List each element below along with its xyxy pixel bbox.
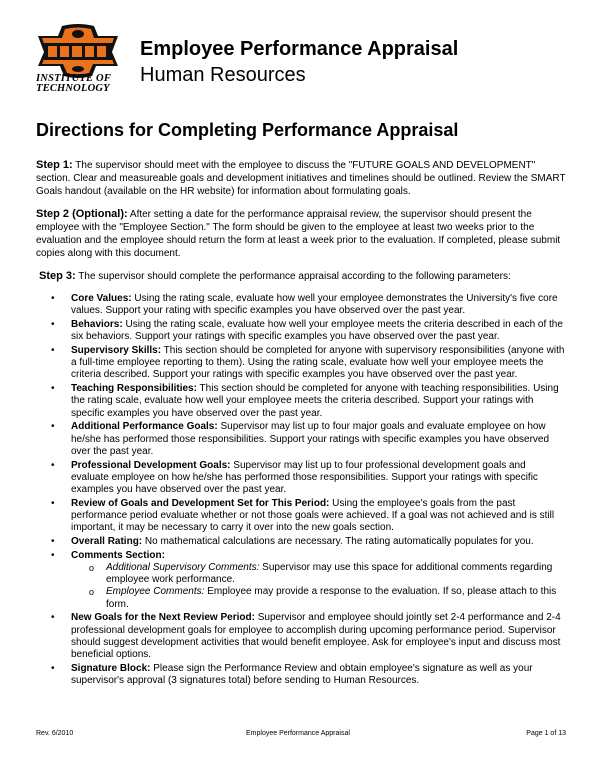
step-1-paragraph xyxy=(36,159,566,198)
bullet-icon: • xyxy=(51,497,55,509)
step-2-text: After setting a date for the performance appraisal review, the supervisor should present the employee with the "Employee Section." The form should be given to the employee at least two weeks prior to the evaluation and the employee should return the form at least a week prior to the evaluation. If completed, please submit copies along with this document. xyxy=(36,209,561,259)
param-term: Behaviors: xyxy=(71,319,123,330)
bullet-icon: • xyxy=(51,662,55,674)
step-3-text: The supervisor should complete the performance appraisal according to the following parameters: xyxy=(75,271,511,282)
parameters-list xyxy=(36,293,566,687)
list-item xyxy=(36,498,566,535)
sub-text: Employee may provide a response to the evaluation. If so, please attach to this form. xyxy=(106,586,557,610)
param-term: Teaching Responsibilities: xyxy=(71,383,197,395)
bullet-icon: • xyxy=(51,293,55,304)
bullet-icon: • xyxy=(51,536,55,548)
bullet-icon: • xyxy=(51,612,55,624)
bullet-icon: • xyxy=(51,345,55,356)
param-text: This section should be completed for anyone with supervisory responsibilities (anyone with a full-time employee reporting to them). Using the rating scale, evaluate how well your employee meets the criteria described. Support your ratings with specific examples you have observed over the past year. xyxy=(71,345,565,381)
param-text: Please sign the Performance Review and obtain employee's signature as well as your supervisor's approval (3 signatures total) before sending to Human Resources. xyxy=(71,662,533,687)
document-content xyxy=(36,120,566,689)
param-text: This section should be completed for anyone with teaching responsibilities. Using the rating scale, evaluate how well your employee meets the criteria described. Support your ratings with specific examples you have observed over the past year. xyxy=(71,383,559,419)
param-term: Professional Development Goals: xyxy=(71,459,231,471)
circle-bullet-icon: o xyxy=(89,563,95,574)
step-3-label: Step 3: xyxy=(39,270,76,282)
document-subtitle: Human Resources xyxy=(140,64,306,86)
list-item xyxy=(36,612,566,661)
param-text: Supervisor may list up to four major goals and evaluate employee on how he/she has performed those responsibilities. Support your ratings with specific examples you have observed over the past year. xyxy=(71,421,550,457)
param-text: Supervisor and employee should jointly set 2-4 performance and 2-4 professional development goals for employee to accomplish during upcoming performance period. Supervisor should suggest development activities that would benefit employee. Ask for employee's input and discuss most beneficial options. xyxy=(71,612,561,661)
param-text: Using the rating scale, evaluate how well your employee meets the criteria described in each of the six behaviors. Support your ratings with specific examples you have observed over the past year. xyxy=(71,319,563,343)
logo-text-line2: TECHNOLOGY xyxy=(36,83,110,94)
logo-text-line1: INSTITUTE OF xyxy=(36,73,112,84)
list-item xyxy=(36,536,566,548)
sub-term: Employee Comments: xyxy=(106,586,205,598)
footer-doc-title: Employee Performance Appraisal xyxy=(246,730,350,737)
list-item xyxy=(36,319,566,343)
circle-bullet-icon: o xyxy=(89,587,95,598)
step-3-paragraph xyxy=(39,270,566,283)
step-2-label: Step 2 (Optional): xyxy=(36,208,128,220)
step-1-text: The supervisor should meet with the employee to discuss the "FUTURE GOALS AND DEVELOPMENT" section. Clear and measureable goals and development initiatives and timelines should be outlined. Review the SMART Goals handout (available on the HR website) for information about formulating goals. xyxy=(36,160,566,197)
param-term: Overall Rating: xyxy=(71,536,143,548)
param-text: Using the employee's goals from the past performance period evaluate whether or not those goals were achieved. If a goal was not achieved and is still important, it may be necessary to carry it over into the new goals section. xyxy=(71,497,555,534)
list-item xyxy=(36,663,566,687)
list-item xyxy=(36,345,566,382)
bullet-icon: • xyxy=(51,319,55,330)
param-term: Comments Section: xyxy=(71,549,165,561)
step-1-label: Step 1: xyxy=(36,159,73,171)
bullet-icon: • xyxy=(51,421,55,433)
param-term: Core Values: xyxy=(71,293,132,304)
param-term: Supervisory Skills: xyxy=(71,345,162,356)
comments-sub-list xyxy=(71,562,566,611)
param-term: Signature Block: xyxy=(71,662,151,674)
footer-revision: Rev. 6/2010 xyxy=(36,730,74,737)
bullet-icon: • xyxy=(51,383,55,395)
list-item xyxy=(36,460,566,497)
param-term: Additional Performance Goals: xyxy=(71,421,218,433)
list-item xyxy=(36,421,566,458)
param-text: No mathematical calculations are necessary. The rating automatically populates for you. xyxy=(142,536,534,548)
bullet-icon: • xyxy=(51,549,55,561)
sub-list-item xyxy=(71,586,566,610)
document-title: Employee Performance Appraisal xyxy=(140,38,459,60)
param-term: New Goals for the Next Review Period: xyxy=(71,612,255,624)
sub-text: Supervisor may use this space for additional comments regarding employee work performance. xyxy=(106,562,553,586)
list-item xyxy=(36,293,566,317)
param-text: Supervisor may list up to four professional development goals and evaluate employee on how he/she has performed those responsibilities. Support your ratings with specific examples you have observed over the past year. xyxy=(71,459,538,496)
footer-page-number: Page 1 of 13 xyxy=(526,730,566,737)
list-item xyxy=(36,383,566,420)
state-logo-icon xyxy=(32,22,124,78)
bullet-icon: • xyxy=(51,459,55,471)
sub-term: Additional Supervisory Comments: xyxy=(106,562,260,574)
step-2-paragraph xyxy=(36,208,566,260)
section-title: Directions for Completing Performance Appraisal xyxy=(36,120,459,140)
logo-institute-text xyxy=(36,74,128,94)
param-term: Review of Goals and Development Set for This Period: xyxy=(71,497,330,509)
sub-list-item xyxy=(71,562,566,586)
param-text: Using the rating scale, evaluate how well your employee demonstrates the University's five core values. Support your rating with specific examples you have observed over the past year. xyxy=(71,293,558,317)
list-item xyxy=(36,550,566,611)
